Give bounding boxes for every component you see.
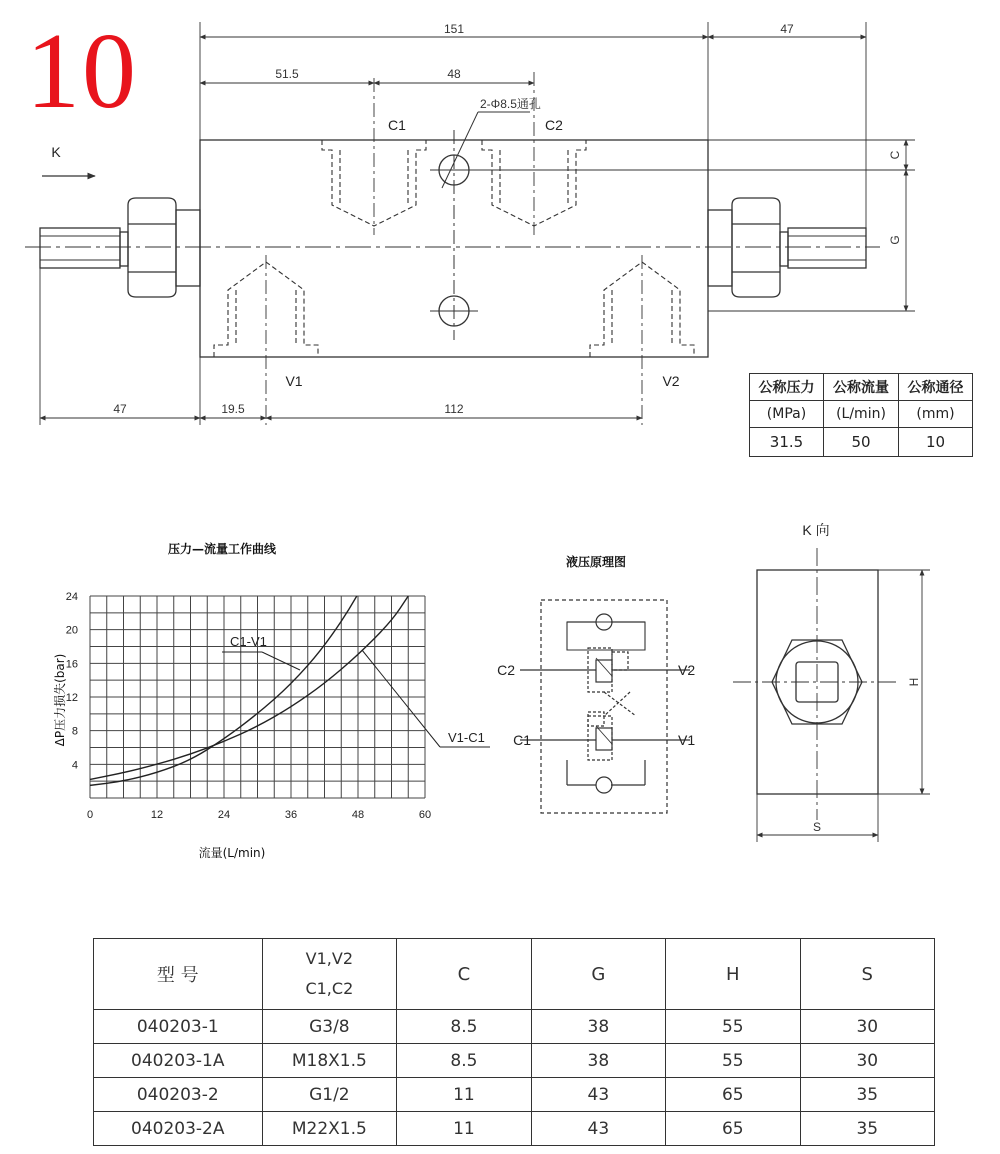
header-thread-bottom: C1,C2 (305, 979, 354, 998)
table-row (94, 1010, 935, 1044)
port-label-c2: C2 (545, 117, 563, 133)
hyd-port-c2: C2 (497, 662, 515, 678)
dim-label-c: C (888, 150, 902, 160)
y-tick-label: 4 (71, 759, 78, 772)
cell-h: 65 (666, 1112, 800, 1146)
x-tick-label: 0 (86, 809, 94, 821)
cell-g: 38 (531, 1044, 665, 1078)
series-curve-v1-c1 (90, 596, 408, 779)
dim-left-fitting: 47 (113, 402, 127, 416)
cell-s: 35 (800, 1112, 934, 1146)
cell-g: 38 (531, 1010, 665, 1044)
port-label-v1: V1 (285, 373, 303, 389)
spec-header-flow: 公称流量 (824, 374, 899, 401)
y-tick-label: 20 (65, 624, 78, 637)
x-tick-label: 48 (351, 809, 365, 821)
dim-112: 112 (444, 402, 464, 416)
header-model: 型 号 (94, 939, 263, 1010)
x-tick-label: 24 (217, 809, 231, 821)
spec-header-bore: 公称通径 (899, 374, 973, 401)
left-fitting (40, 198, 200, 297)
hyd-port-c1: C1 (513, 732, 531, 748)
cell-c: 8.5 (397, 1044, 531, 1078)
y-tick-label: 16 (65, 658, 78, 671)
chart-title: 压力—流量工作曲线 (167, 542, 277, 556)
cell-s: 35 (800, 1078, 934, 1112)
dim-48: 48 (447, 67, 461, 81)
spec-value-flow: 50 (824, 428, 899, 457)
y-tick-label: 8 (71, 725, 78, 738)
port-label-c1: C1 (388, 117, 406, 133)
leader-c1-v1 (262, 652, 300, 670)
hydraulic-schematic (520, 600, 690, 813)
page-number: 10 (26, 12, 138, 131)
spec-unit-pressure: (MPa) (750, 401, 824, 428)
cell-model: 040203-2A (94, 1112, 263, 1146)
dim-label-g: G (888, 235, 902, 245)
cell-c: 11 (397, 1078, 531, 1112)
hydraulic-title: 液压原理图 (565, 555, 627, 569)
dim-51-5: 51.5 (275, 67, 299, 81)
table-row (94, 1078, 935, 1112)
check-valve-bottom (596, 777, 612, 793)
hyd-port-v1: V1 (678, 732, 696, 748)
cell-g: 43 (531, 1112, 665, 1146)
header-c: C (397, 939, 531, 1010)
dim-right-fitting: 47 (780, 22, 794, 36)
k-view-h-label: H (907, 677, 921, 687)
k-view-label: K (51, 144, 61, 160)
series-label-c1-v1: C1-V1 (230, 634, 267, 649)
model-table (93, 938, 935, 1146)
hyd-port-v2: V2 (678, 662, 696, 678)
cell-h: 55 (666, 1044, 800, 1078)
chart-xlabel: 流量(L/min) (198, 846, 266, 860)
cell-c: 11 (397, 1112, 531, 1146)
cell-h: 55 (666, 1010, 800, 1044)
cell-g: 43 (531, 1078, 665, 1112)
series-label-v1-c1: V1-C1 (448, 730, 485, 745)
spec-unit-bore: (mm) (899, 401, 973, 428)
y-tick-label: 12 (65, 692, 78, 704)
spec-value-pressure: 31.5 (750, 428, 824, 457)
dim-overall-length: 151 (443, 22, 465, 36)
chart-ylabel: ΔP压力损失(bar) (53, 653, 67, 747)
cell-thread: M18X1.5 (262, 1044, 397, 1078)
x-tick-label: 36 (284, 809, 298, 821)
x-tick-label: 60 (418, 809, 432, 821)
header-thread (262, 939, 397, 1010)
spec-value-bore: 10 (899, 428, 973, 457)
k-view-title: K 向 (802, 522, 830, 538)
y-tick-label: 24 (65, 591, 78, 603)
k-view (733, 548, 930, 842)
spec-unit-flow: (L/min) (824, 401, 899, 428)
cell-model: 040203-2 (94, 1078, 263, 1112)
spec-header-pressure: 公称压力 (750, 374, 824, 401)
top-view (25, 22, 915, 425)
hole-note: 2-Φ8.5通孔 (480, 97, 541, 111)
cell-model: 040203-1 (94, 1010, 263, 1044)
dim-19-5: 19.5 (221, 402, 245, 416)
cell-c: 8.5 (397, 1010, 531, 1044)
header-g: G (531, 939, 665, 1010)
cell-h: 65 (666, 1078, 800, 1112)
pressure-flow-chart (66, 529, 490, 821)
cell-model: 040203-1A (94, 1044, 263, 1078)
cell-s: 30 (800, 1010, 934, 1044)
header-h: H (666, 939, 800, 1010)
cell-thread: M22X1.5 (262, 1112, 397, 1146)
k-view-s-label: S (812, 820, 822, 834)
header-thread-top: V1,V2 (305, 949, 354, 968)
table-row (94, 1044, 935, 1078)
cell-thread: G1/2 (262, 1078, 397, 1112)
spec-table (749, 373, 973, 457)
x-tick-label: 12 (150, 809, 164, 821)
port-label-v2: V2 (662, 373, 680, 389)
header-s: S (800, 939, 934, 1010)
cell-s: 30 (800, 1044, 934, 1078)
table-row (94, 1112, 935, 1146)
cell-thread: G3/8 (262, 1010, 397, 1044)
leader-v1-c1 (362, 650, 440, 747)
